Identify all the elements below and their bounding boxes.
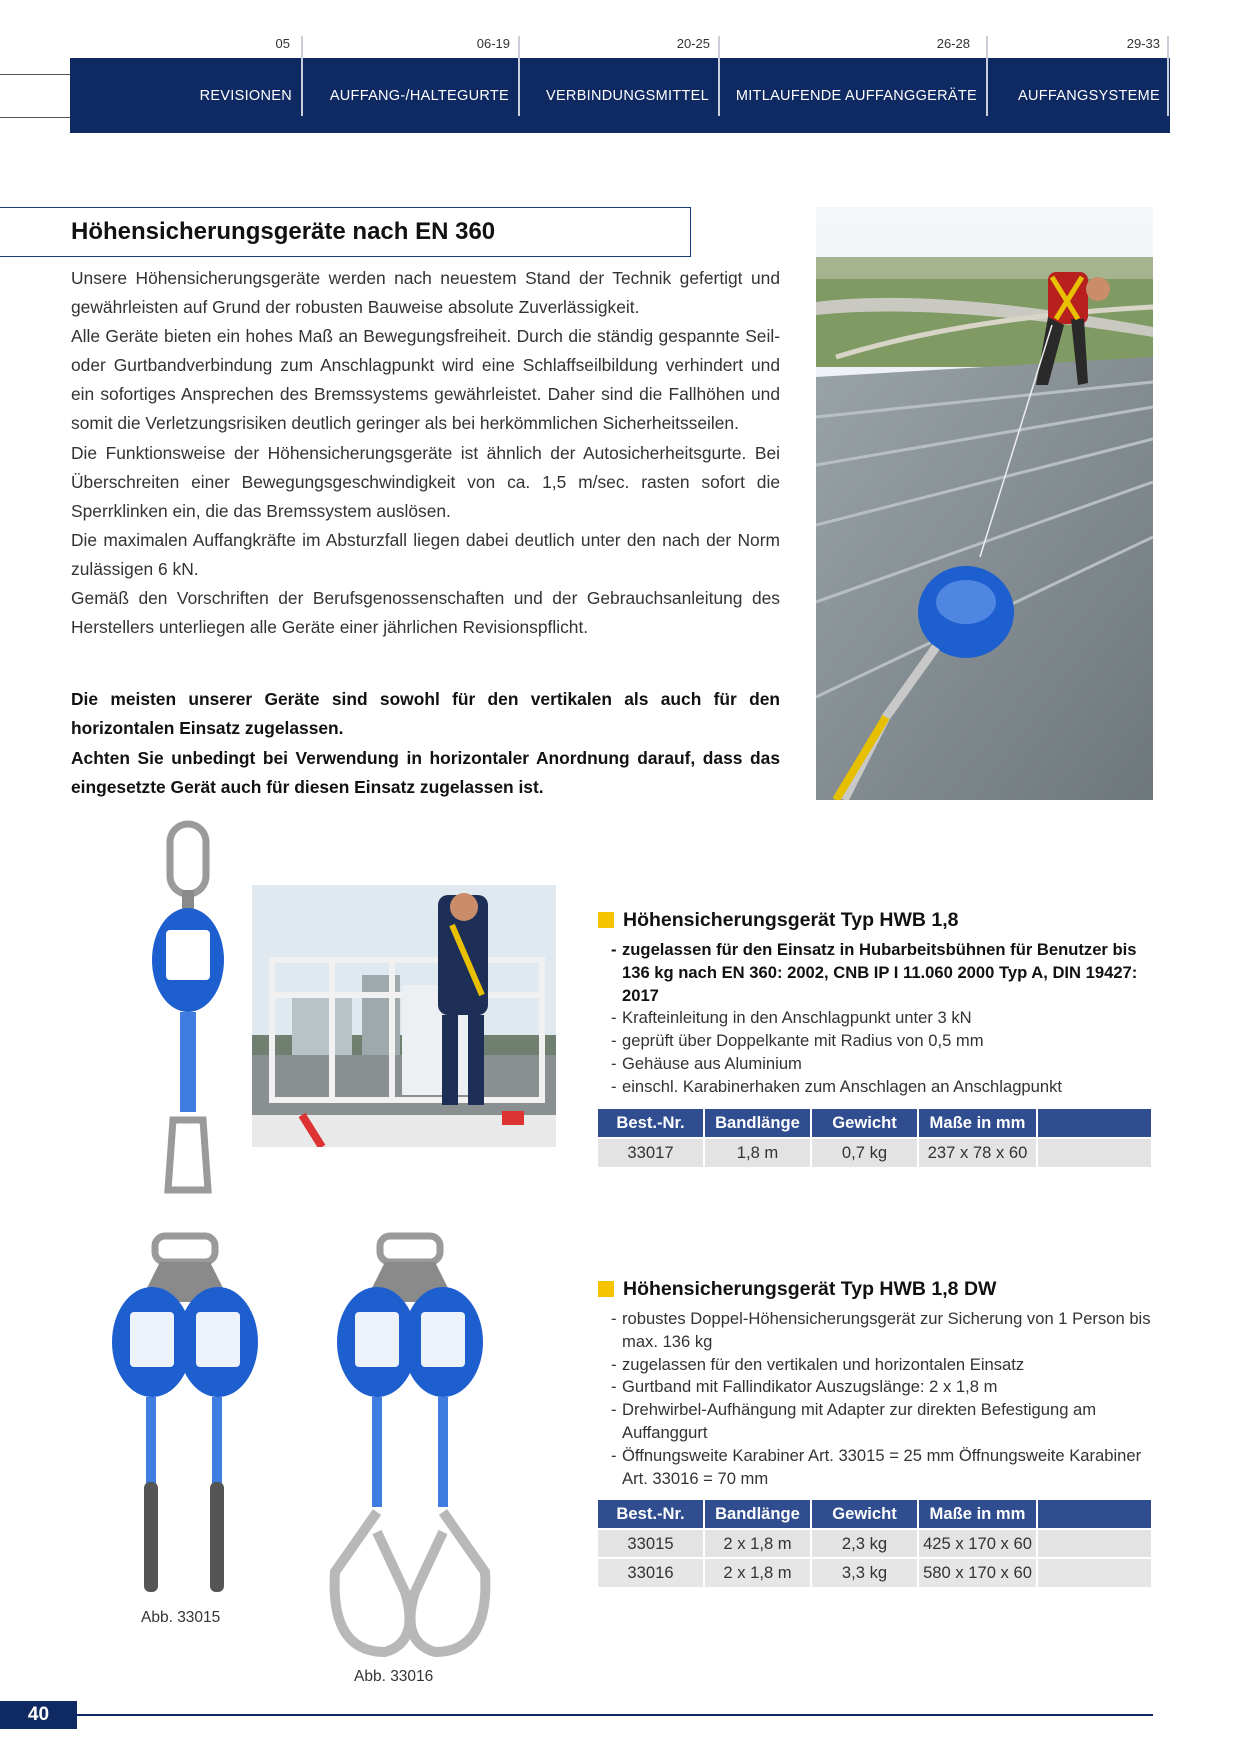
cell-bestnr: 33016 xyxy=(598,1558,704,1587)
section-nav-bar xyxy=(70,58,1170,133)
figure-caption-33015: Abb. 33015 xyxy=(141,1609,221,1626)
nav-left-rule-lower xyxy=(0,117,70,118)
cell-empty xyxy=(1037,1558,1152,1587)
intro-paragraph: Die maximalen Auffangkräfte im Absturzfall liegen dabei deutlich unter den nach der Norm zulässigen 6 kN. xyxy=(71,529,780,579)
product-title-text: Höhensicherungsgerät Typ HWB 1,8 xyxy=(623,908,959,931)
intro-paragraph: Unsere Höhensicherungsgeräte werden nach neuestem Stand der Technik gefertigt und gewährleisten auf Grund der robusten Bauweise absolute Zuverlässigkeit. xyxy=(71,268,780,318)
intro-paragraph: Die Funktionsweise der Höhensicherungsgeräte ist ähnlich der Autosicherheitsgurte. Bei Überschreiten einer Bewegungsgeschwindigkeit von ca. 1,5 m/sec. rasten sofort die Sperrklinken ein, die das Bremssystem auslösen. xyxy=(71,442,780,521)
product-title-text: Höhensicherungsgerät Typ HWB 1,8 DW xyxy=(623,1277,997,1300)
page-number: 40 xyxy=(0,1701,77,1729)
col-header-masse: Maße in mm xyxy=(918,1500,1037,1529)
nav-range-auffanggurte[interactable]: 06-19 xyxy=(476,36,510,51)
cell-masse: 425 x 170 x 60 xyxy=(918,1529,1037,1558)
nav-tab-verbindungsmittel[interactable]: VERBINDUNGSMITTEL xyxy=(545,87,709,104)
cell-bandlaenge: 1,8 m xyxy=(704,1138,811,1167)
device-hwb18dw-33015-image xyxy=(110,1232,260,1602)
col-header-bandlaenge: Bandlänge xyxy=(704,1109,811,1138)
bullet-square-icon xyxy=(598,1281,614,1297)
feature-list xyxy=(611,939,1153,1099)
col-header-bestnr: Best.-Nr. xyxy=(598,1109,704,1138)
lift-platform-photo xyxy=(252,885,556,1147)
nav-tab-mitlaufende-auffanggeraete[interactable]: MITLAUFENDE AUFFANGGERÄTE xyxy=(735,87,977,104)
nav-divider xyxy=(301,36,303,116)
intro-paragraph: Alle Geräte bieten ein hohes Maß an Bewegungsfreiheit. Durch die ständig gespannte Seil- oder Gurtbandverbindung zum Anschlagpunkt wird eine Schlaffseilbildung verhindert und ein sofortiges Ansprechen des Bremssystems gewährleistet. Daher sind die Fallhöhen und somit die Verletzungsrisiken deutlich geringer als bei herkömmlichen Sicherheitsseilen. xyxy=(71,326,780,434)
figure-caption-33016: Abb. 33016 xyxy=(354,1668,434,1685)
nav-range-revisionen[interactable]: 05 xyxy=(275,36,290,51)
nav-left-rule xyxy=(0,74,70,75)
nav-divider xyxy=(1167,36,1169,116)
intro-paragraph: Gemäß den Vorschriften der Berufsgenossenschaften und der Gebrauchsanleitung des Herstellers unterliegen alle Geräte einer jährlichen Revisionspflicht. xyxy=(71,588,780,638)
spec-table xyxy=(598,1109,1153,1167)
nav-range-mitlaufende[interactable]: 26-28 xyxy=(936,36,970,51)
cell-bandlaenge: 2 x 1,8 m xyxy=(704,1558,811,1587)
feature-item: - Krafteinleitung in den Anschlagpunkt unter 3 kN xyxy=(611,1007,1153,1030)
feature-item: - Gurtband mit Fallindikator Auszugslänge: 2 x 1,8 m xyxy=(611,1376,1153,1399)
device-hwb18-image xyxy=(148,820,228,1198)
nav-tab-auffang-haltegurte[interactable]: AUFFANG-/HALTEGURTE xyxy=(329,87,509,104)
nav-tab-auffangsysteme[interactable]: AUFFANGSYSTEME xyxy=(1018,87,1160,104)
nav-page-ranges xyxy=(70,36,1170,58)
feature-item: - geprüft über Doppelkante mit Radius von 0,5 mm xyxy=(611,1030,1153,1053)
cell-empty xyxy=(1037,1529,1152,1558)
table-row xyxy=(598,1558,1152,1587)
nav-range-verbindungsmittel[interactable]: 20-25 xyxy=(676,36,710,51)
nav-divider xyxy=(718,36,720,116)
nav-tab-revisionen[interactable]: REVISIONEN xyxy=(199,87,292,104)
col-header-bestnr: Best.-Nr. xyxy=(598,1500,704,1529)
col-header-masse: Maße in mm xyxy=(918,1109,1037,1138)
table-row xyxy=(598,1138,1152,1167)
nav-divider xyxy=(518,36,520,116)
col-header-bandlaenge: Bandlänge xyxy=(704,1500,811,1529)
footer-rule xyxy=(77,1714,1153,1716)
product-title xyxy=(598,1275,1153,1303)
nav-divider xyxy=(986,36,988,116)
product-hwb18dw xyxy=(598,1275,1153,1587)
feature-list xyxy=(611,1308,1153,1490)
feature-item: - Gehäuse aus Aluminium xyxy=(611,1053,1153,1076)
feature-item: - einschl. Karabinerhaken zum Anschlagen an Anschlagpunkt xyxy=(611,1076,1153,1099)
col-header-gewicht: Gewicht xyxy=(811,1500,918,1529)
device-hwb18dw-33016-image xyxy=(325,1232,495,1662)
roof-worker-photo xyxy=(816,207,1153,800)
product-hwb18 xyxy=(598,906,1153,1167)
feature-item: - zugelassen für den Einsatz in Hubarbeitsbühnen für Benutzer bis 136 kg nach EN 360: 2002, CNB IP I 11.060 2000 Typ A, DIN 19427: 2017 xyxy=(611,939,1153,1007)
notice-paragraph: Achten Sie unbedingt bei Verwendung in horizontaler Anordnung darauf, dass das eingesetzte Gerät auch für diesen Einsatz zugelassen ist. xyxy=(71,747,780,797)
feature-item: - Drehwirbel-Aufhängung mit Adapter zur direkten Befestigung am Auffanggurt xyxy=(611,1399,1153,1445)
notice-paragraph: Die meisten unserer Geräte sind sowohl für den vertikalen als auch für den horizontalen Einsatz zugelassen. xyxy=(71,689,780,739)
col-header-gewicht: Gewicht xyxy=(811,1109,918,1138)
product-title xyxy=(598,906,1153,934)
table-row xyxy=(598,1529,1152,1558)
intro-text xyxy=(71,264,780,642)
page-title: Höhensicherungsgeräte nach EN 360 xyxy=(71,218,496,245)
col-header-empty xyxy=(1037,1109,1152,1138)
cell-masse: 580 x 170 x 60 xyxy=(918,1558,1037,1587)
cell-empty xyxy=(1037,1138,1152,1167)
intro-notice xyxy=(71,685,780,802)
section-heading-box xyxy=(0,207,691,257)
bullet-square-icon xyxy=(598,912,614,928)
cell-bestnr: 33015 xyxy=(598,1529,704,1558)
cell-bestnr: 33017 xyxy=(598,1138,704,1167)
nav-range-auffangsysteme[interactable]: 29-33 xyxy=(1126,36,1160,51)
cell-masse: 237 x 78 x 60 xyxy=(918,1138,1037,1167)
feature-item: - Öffnungsweite Karabiner Art. 33015 = 25 mm Öffnungsweite Karabiner Art. 33016 = 70 mm xyxy=(611,1445,1153,1491)
table-header-row xyxy=(598,1500,1152,1529)
feature-item: - zugelassen für den vertikalen und horizontalen Einsatz xyxy=(611,1354,1153,1377)
feature-item: - robustes Doppel-Höhensicherungsgerät zur Sicherung von 1 Person bis max. 136 kg xyxy=(611,1308,1153,1354)
cell-bandlaenge: 2 x 1,8 m xyxy=(704,1529,811,1558)
cell-gewicht: 0,7 kg xyxy=(811,1138,918,1167)
spec-table xyxy=(598,1500,1153,1587)
cell-gewicht: 2,3 kg xyxy=(811,1529,918,1558)
col-header-empty xyxy=(1037,1500,1152,1529)
table-header-row xyxy=(598,1109,1152,1138)
cell-gewicht: 3,3 kg xyxy=(811,1558,918,1587)
